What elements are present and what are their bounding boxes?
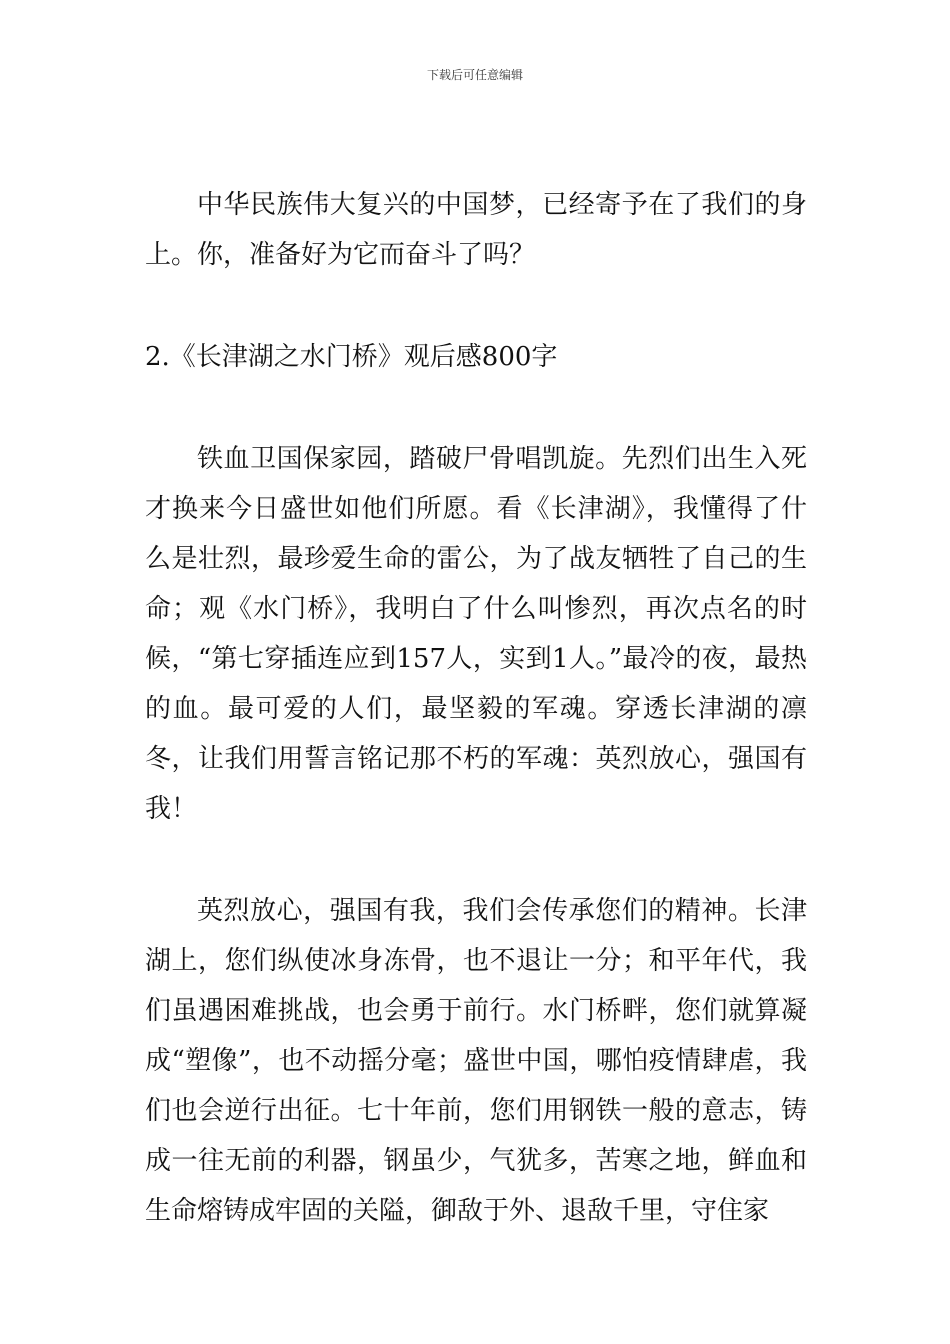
section-heading: 2.《长津湖之水门桥》观后感800字 <box>145 342 558 372</box>
paragraph-intro: 中华民族伟大复兴的中国梦，已经寄予在了我们的身上。你，准备好为它而奋斗了吗？ <box>145 190 807 270</box>
paragraph-reflection: 铁血卫国保家园，踏破尸骨唱凯旋。先烈们出生入死才换来今日盛世如他们所愿。看《长津湖》，我懂得了什么是壮烈，最珍爱生命的雷公，为了战友牺牲了自己的生命；观《水门桥》，我明白了什么叫惨烈，再次点名的时候，“第七穿插连应到157人，实到1人。”最冷的夜，最热的血。最可爱的人们，最坚毅的军魂。穿透长津湖的凛冬，让我们用誓言铭记那不朽的军魂：英烈放心，强国有我！ <box>145 444 807 824</box>
document-body <box>145 180 807 1236</box>
page-header: 下载后可任意编辑 <box>426 68 523 82</box>
paragraph-legacy: 英烈放心，强国有我，我们会传承您们的精神。长津湖上，您们纵使冰身冻骨，也不退让一分；和平年代，我们虽遇困难挑战，也会勇于前行。水门桥畔，您们就算凝成“塑像”，也不动摇分毫；盛世中国，哪怕疫情肆虐，我们也会逆行出征。七十年前，您们用钢铁一般的意志，铸成一往无前的利器，钢虽少，气犹多，苦寒之地，鲜血和生命熔铸成牢固的关隘，御敌于外、退敌千里，守住家 <box>145 896 807 1226</box>
